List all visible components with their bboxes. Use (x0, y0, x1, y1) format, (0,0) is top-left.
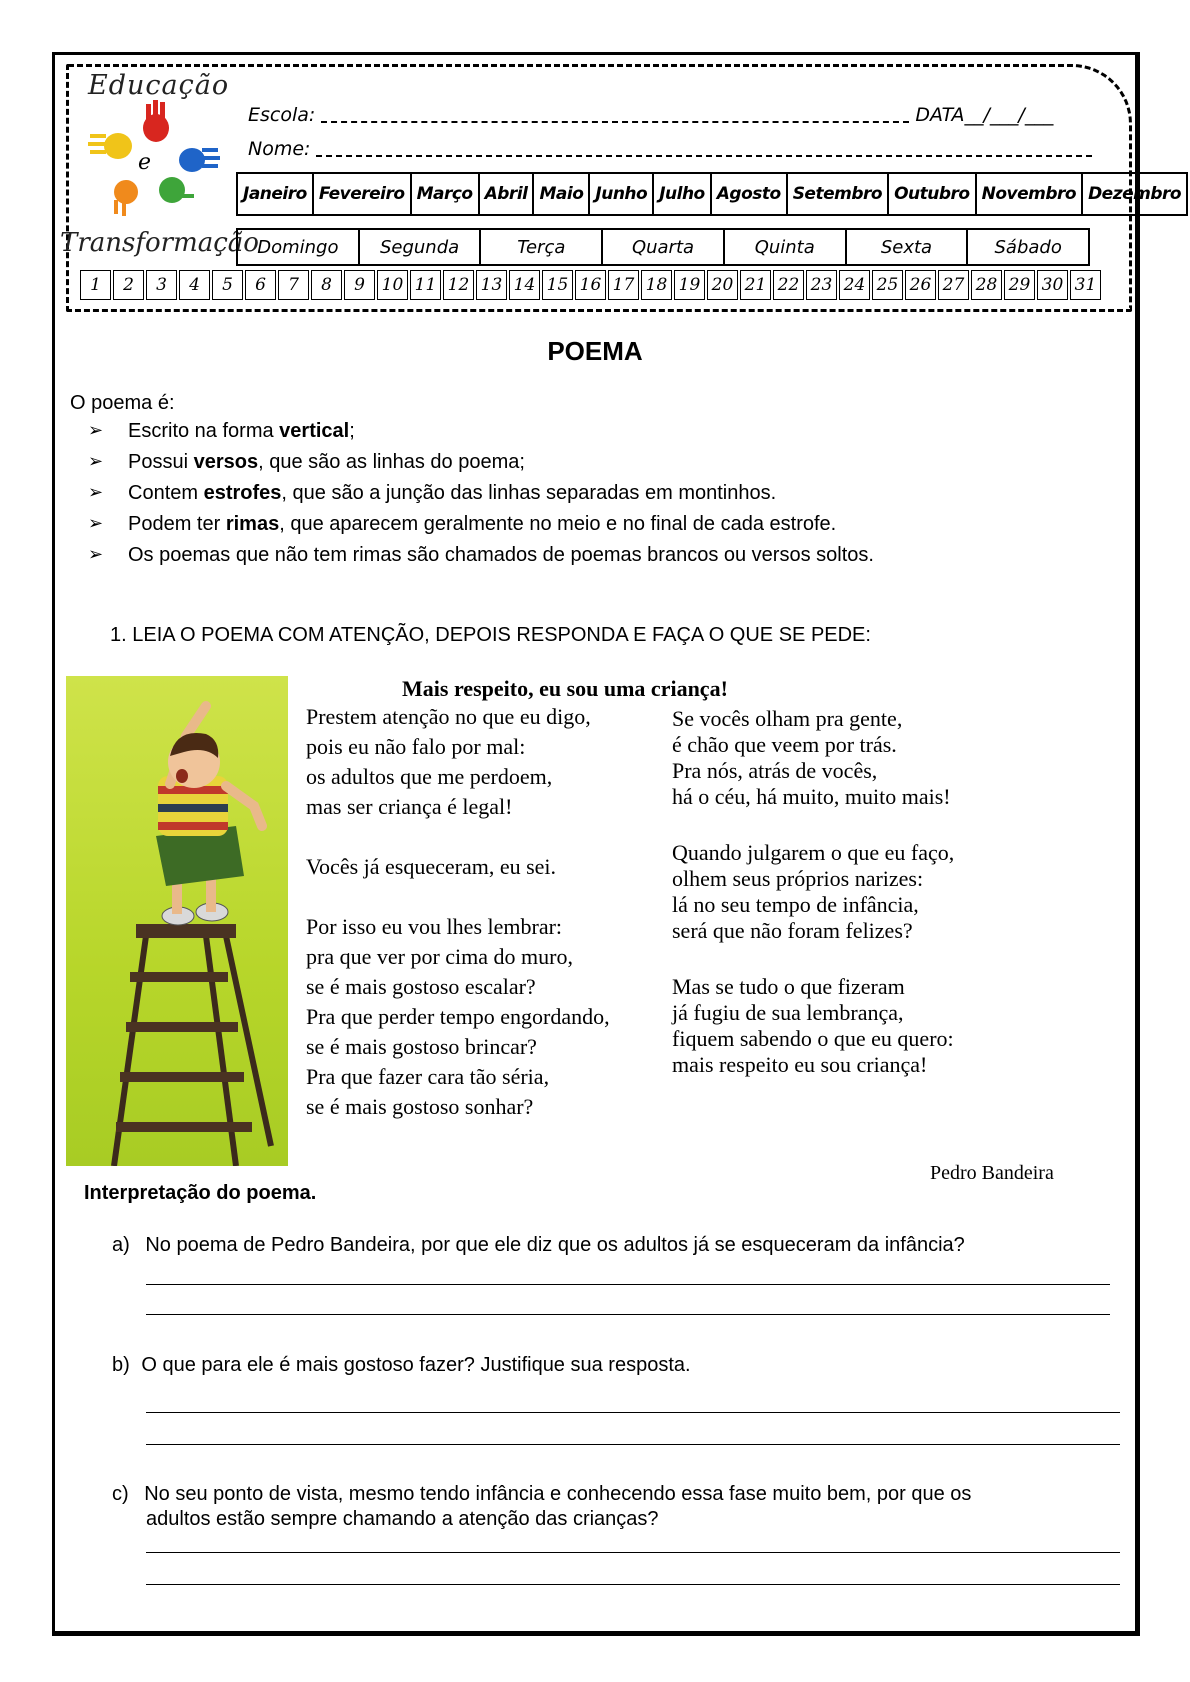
answer-line[interactable] (146, 1314, 1110, 1315)
answer-line[interactable] (146, 1284, 1110, 1285)
arrow-bullet-icon: ➢ (88, 420, 104, 440)
bullet-text: Podem ter (128, 513, 226, 535)
question-c-text: No seu ponto de vista, mesmo tendo infância e conhecendo essa fase muito bem, por que os (144, 1483, 972, 1505)
question-1: 1. LEIA O POEMA COM ATENÇÃO, DEPOIS RESPONDA E FAÇA O QUE SE PEDE: (110, 624, 871, 646)
arrow-bullet-icon: ➢ (88, 451, 104, 471)
poem-verse: pra que ver por cima do muro, (306, 944, 573, 969)
day-number-cell[interactable]: 22 (773, 270, 804, 300)
weekday-cell[interactable]: Sexta (847, 230, 969, 264)
weekday-cell[interactable]: Quinta (725, 230, 847, 264)
question-c (112, 1482, 971, 1532)
answer-line[interactable] (146, 1444, 1120, 1445)
bullet-keyword: versos (193, 451, 259, 473)
poem-verse: Prestem atenção no que eu digo, (306, 704, 591, 729)
question-a-text: No poema de Pedro Bandeira, por que ele diz que os adultos já se esqueceram da infância? (145, 1234, 965, 1256)
day-numbers-row (80, 270, 1103, 300)
month-cell[interactable]: Outubro (889, 174, 977, 214)
question-a (112, 1234, 965, 1257)
logo-text-bottom: Transformação (60, 228, 259, 258)
poem-verse: se é mais gostoso sonhar? (306, 1094, 534, 1119)
month-cell[interactable]: Setembro (788, 174, 889, 214)
poem-verse: fiquem sabendo o que eu quero: (672, 1026, 954, 1051)
bullet-text: Possui (128, 451, 194, 473)
day-number-cell[interactable]: 26 (905, 270, 936, 300)
day-number-cell[interactable]: 23 (806, 270, 837, 300)
day-number-cell[interactable]: 18 (641, 270, 672, 300)
interpretation-heading: Interpretação do poema. (84, 1182, 317, 1204)
poem-verse: pois eu não falo por mal: (306, 734, 526, 759)
bullet-text: , que aparecem geralmente no meio e no final de cada estrofe. (279, 513, 837, 535)
poem-verse: Se vocês olham pra gente, (672, 706, 903, 731)
data-label[interactable]: DATA__/___/___ (915, 104, 1054, 126)
nome-label: Nome: (248, 138, 311, 160)
day-number-cell[interactable]: 6 (245, 270, 276, 300)
month-cell[interactable]: Julho (654, 174, 712, 214)
boy-on-ladder-illustration (66, 676, 288, 1166)
escola-row (248, 104, 1053, 126)
day-number-cell[interactable]: 24 (839, 270, 870, 300)
day-number-cell[interactable]: 2 (113, 270, 144, 300)
logo (60, 68, 259, 268)
day-number-cell[interactable]: 13 (476, 270, 507, 300)
boy-on-ladder-icon (66, 676, 288, 1166)
stanza-gap (306, 822, 610, 852)
day-number-cell[interactable]: 21 (740, 270, 771, 300)
answer-line[interactable] (146, 1412, 1120, 1413)
intro-text: O poema é: (70, 392, 175, 414)
poem-left-column (306, 702, 610, 1122)
hand-red (143, 100, 169, 142)
logo-text-top: Educação (88, 70, 230, 101)
month-cell[interactable]: Novembro (977, 174, 1083, 214)
poem-verse: Pra que perder tempo engordando, (306, 1004, 610, 1029)
day-number-cell[interactable]: 7 (278, 270, 309, 300)
poem-verse: Vocês já esqueceram, eu sei. (306, 854, 557, 879)
stanza-gap (672, 810, 954, 840)
day-number-cell[interactable]: 14 (509, 270, 540, 300)
day-number-cell[interactable]: 25 (872, 270, 903, 300)
hand-green (159, 177, 194, 203)
month-cell[interactable]: Agosto (712, 174, 788, 214)
bullet-keyword: rimas (225, 513, 280, 535)
poem-verse: Por isso eu vou lhes lembrar: (306, 914, 563, 939)
poem-verse: Pra nós, atrás de vocês, (672, 758, 878, 783)
bullet-text: , que são a junção das linhas separadas em montinhos. (281, 482, 777, 504)
question-b-letter: b) (112, 1354, 130, 1376)
question-c-letter: c) (112, 1483, 129, 1505)
day-number-cell[interactable]: 29 (1004, 270, 1035, 300)
hand-blue (179, 148, 220, 172)
poem-verse: é chão que veem por trás. (672, 732, 897, 757)
day-number-cell[interactable]: 15 (542, 270, 573, 300)
bullet-text: ; (349, 420, 355, 442)
poem-verse: se é mais gostoso escalar? (306, 974, 536, 999)
nome-row (248, 138, 1092, 160)
poem-verse: olhem seus próprios narizes: (672, 866, 924, 891)
day-number-cell[interactable]: 20 (707, 270, 738, 300)
bullet-item (88, 513, 874, 544)
month-cell[interactable]: Junho (590, 174, 654, 214)
day-number-cell[interactable]: 9 (344, 270, 375, 300)
months-row (236, 172, 1188, 216)
month-cell[interactable]: Fevereiro (314, 174, 412, 214)
day-number-cell[interactable]: 27 (938, 270, 969, 300)
month-cell[interactable]: Maio (534, 174, 590, 214)
day-number-cell[interactable]: 17 (608, 270, 639, 300)
hand-orange (114, 180, 138, 216)
month-cell[interactable]: Janeiro (238, 174, 314, 214)
weekday-cell[interactable]: Quarta (603, 230, 725, 264)
day-number-cell[interactable]: 12 (443, 270, 474, 300)
question-b (112, 1354, 691, 1377)
poem-verse: lá no seu tempo de infância, (672, 892, 919, 917)
stanza-gap (306, 882, 610, 912)
question-b-text: O que para ele é mais gostoso fazer? Justifique sua resposta. (141, 1354, 691, 1376)
bullet-item (88, 482, 874, 513)
poem-author: Pedro Bandeira (930, 1162, 1054, 1184)
bullet-text: Contem (128, 482, 204, 504)
nome-field[interactable] (316, 155, 1092, 157)
poem-verse: se é mais gostoso brincar? (306, 1034, 537, 1059)
arrow-bullet-icon: ➢ (88, 482, 104, 502)
poem-verse: já fugiu de sua lembrança, (672, 1000, 904, 1025)
arrow-bullet-icon: ➢ (88, 544, 104, 564)
day-number-cell[interactable]: 19 (674, 270, 705, 300)
day-number-cell[interactable]: 3 (146, 270, 177, 300)
poem-verse: os adultos que me perdoem, (306, 764, 553, 789)
day-number-cell[interactable]: 10 (377, 270, 408, 300)
month-cell[interactable]: Abril (480, 174, 535, 214)
day-number-cell[interactable]: 31 (1070, 270, 1101, 300)
bullet-item (88, 451, 874, 482)
weekday-cell[interactable]: Segunda (360, 230, 482, 264)
bullet-item (88, 544, 874, 575)
bullet-keyword: estrofes (203, 482, 282, 504)
day-number-cell[interactable]: 1 (80, 270, 111, 300)
page-title: POEMA (547, 336, 643, 366)
poem-verse: Pra que fazer cara tão séria, (306, 1064, 550, 1089)
day-number-cell[interactable]: 28 (971, 270, 1002, 300)
answer-line[interactable] (146, 1552, 1120, 1553)
day-number-cell[interactable]: 30 (1037, 270, 1068, 300)
poem-right-column (672, 706, 954, 1078)
day-number-cell[interactable]: 16 (575, 270, 606, 300)
poem-verse: será que não foram felizes? (672, 918, 913, 943)
question-a-letter: a) (112, 1234, 130, 1256)
bullet-text: Escrito na forma (128, 420, 280, 442)
poem-verse: há o céu, há muito, muito mais! (672, 784, 951, 809)
day-number-cell[interactable]: 5 (212, 270, 243, 300)
month-cell[interactable]: Dezembro (1088, 184, 1182, 204)
arrow-bullet-icon: ➢ (88, 513, 104, 533)
bullet-text: Os poemas que não tem rimas são chamados de poemas brancos ou versos soltos. (128, 544, 874, 566)
weekdays-row (236, 228, 1090, 266)
month-cell[interactable]: Março (412, 174, 480, 214)
poem-title: Mais respeito, eu sou uma criança! (402, 676, 728, 701)
bullet-keyword: vertical (279, 420, 350, 442)
weekday-cell[interactable]: Sábado (994, 236, 1062, 258)
question-c-text-2: adultos estão sempre chamando a atenção das crianças? (146, 1508, 659, 1530)
poem-verse: mas ser criança é legal! (306, 794, 513, 819)
bullet-text: , que são as linhas do poema; (258, 451, 525, 473)
weekday-cell[interactable]: Terça (481, 230, 603, 264)
day-number-cell[interactable]: 11 (410, 270, 441, 300)
bullet-list (88, 420, 874, 575)
poem-verse: mais respeito eu sou criança! (672, 1052, 928, 1077)
poem-verse: Mas se tudo o que fizeram (672, 974, 905, 999)
poem-verse: Quando julgarem o que eu faço, (672, 840, 955, 865)
day-number-cell[interactable]: 4 (179, 270, 210, 300)
escola-field[interactable] (321, 121, 909, 123)
logo-text-mid: e (138, 150, 152, 175)
day-number-cell[interactable]: 8 (311, 270, 342, 300)
escola-label: Escola: (248, 104, 316, 126)
answer-line[interactable] (146, 1584, 1120, 1585)
weekday-cell[interactable]: Domingo (238, 230, 360, 264)
hand-yellow (88, 133, 132, 159)
stanza-gap (672, 944, 954, 974)
bullet-item (88, 420, 874, 451)
